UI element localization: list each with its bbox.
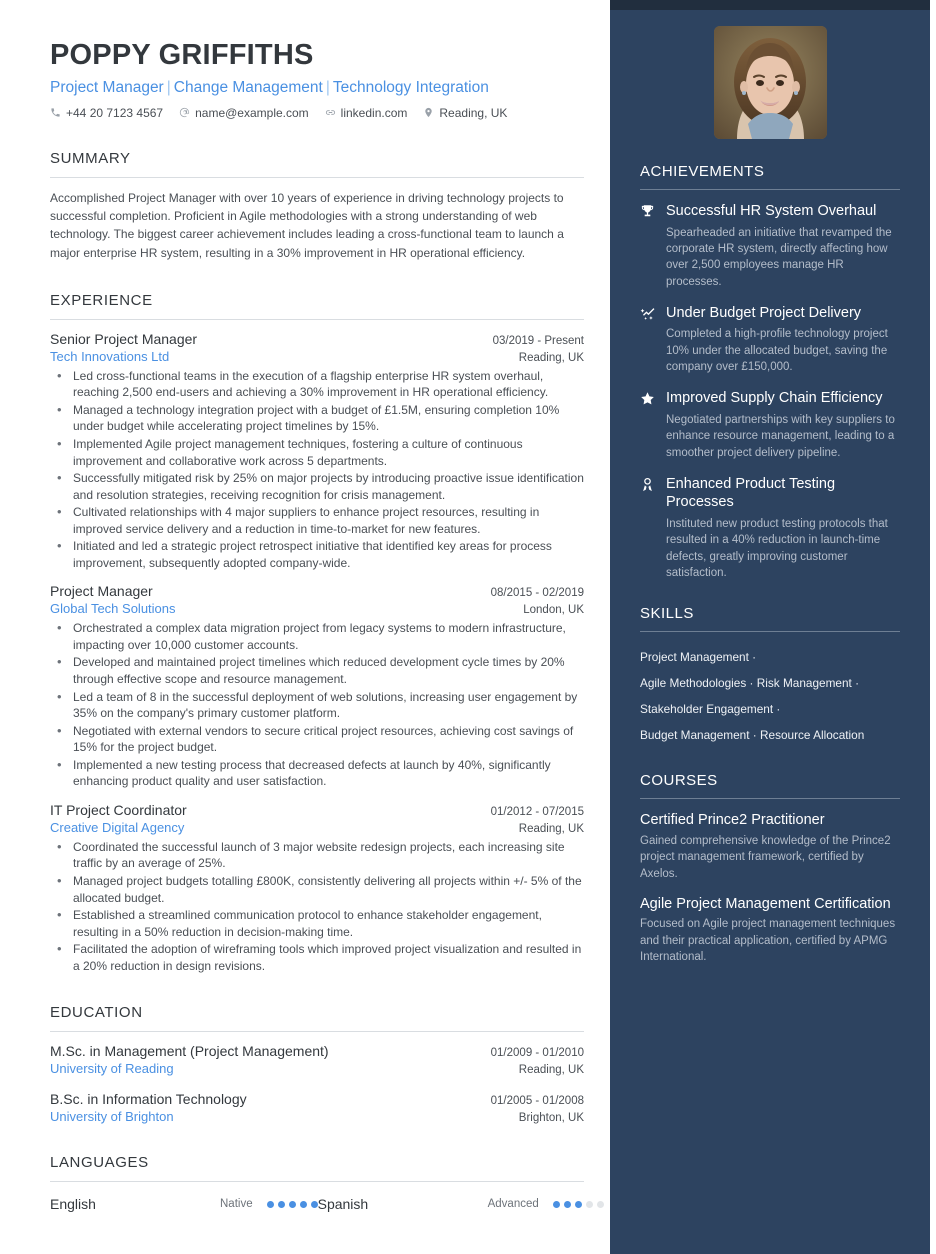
experience-job-date: 01/2012 - 07/2015 xyxy=(490,805,584,818)
divider xyxy=(640,631,900,632)
trophy-icon xyxy=(640,202,666,290)
experience-bullet: • Implemented Agile project management techniques, fostering a culture of continuous improvement and collaborative work across 5 departments. xyxy=(50,436,584,469)
section-courses xyxy=(640,772,900,965)
language-item xyxy=(50,1196,318,1212)
achievement-description: Negotiated partnerships with key suppliers to enhance resource management, leading to a smoother project delivery pipeline. xyxy=(666,413,895,459)
experience-job-location: London, UK xyxy=(523,604,584,617)
experience-bullet: • Developed and maintained project timelines which reduced development cycle times by 20% through effective scope and resource management. xyxy=(50,654,584,687)
contact-phone-value: +44 20 7123 4567 xyxy=(66,105,164,120)
education-entry-header xyxy=(50,1043,584,1059)
course-item xyxy=(640,895,900,966)
education-entry xyxy=(50,1080,584,1124)
education-degree: B.Sc. in Information Technology xyxy=(50,1091,247,1108)
location-pin-icon xyxy=(423,107,434,118)
course-title: Agile Project Management Certification xyxy=(640,895,891,912)
contact-list xyxy=(50,106,584,120)
rating-dot xyxy=(289,1201,296,1208)
star-icon xyxy=(640,389,666,461)
achievement-body xyxy=(666,389,900,461)
experience-bullet: • Led a team of 8 in the successful deployment of web solutions, increasing user engagement by 35% on the company's primary customer platform. xyxy=(50,689,584,722)
experience-entry xyxy=(50,791,584,974)
course-description: Focused on Agile project management techniques and their practical application, certified by APMG International. xyxy=(640,918,896,964)
link-icon xyxy=(325,107,336,118)
profile-photo xyxy=(714,26,827,139)
experience-bullet: • Implemented a new testing process that decreased defects at launch by 40%, significantly enhancing product quality and user satisfaction. xyxy=(50,757,584,790)
achievements-list xyxy=(640,202,900,581)
education-list xyxy=(50,1032,584,1124)
skills-list xyxy=(640,644,900,748)
headline-part-2: Change Management xyxy=(173,78,323,96)
achievement-title: Enhanced Product Testing Processes xyxy=(666,475,836,511)
experience-job-organization[interactable]: Global Tech Solutions xyxy=(50,601,176,617)
rating-dot xyxy=(564,1201,571,1208)
education-date: 01/2009 - 01/2010 xyxy=(490,1047,584,1060)
email-icon xyxy=(179,107,190,118)
experience-job-date: 03/2019 - Present xyxy=(492,334,584,347)
section-title-achievements: ACHIEVEMENTS xyxy=(640,163,765,180)
phone-icon xyxy=(50,107,61,118)
experience-bullet: • Led cross-functional teams in the execution of a flagship enterprise HR system overhaul, reaching 2,500 end-users and achieving a 30% improvement in HR operational efficiency. xyxy=(50,368,584,401)
achievement-body xyxy=(666,304,900,376)
education-entry-subheader xyxy=(50,1109,584,1124)
sidebar xyxy=(610,0,930,1254)
experience-bullet-list xyxy=(50,620,584,789)
section-languages xyxy=(50,1154,584,1212)
achievement-item xyxy=(640,475,900,581)
experience-entry xyxy=(50,320,584,572)
profile-photo-image xyxy=(714,26,827,139)
rating-dot xyxy=(267,1201,274,1208)
contact-link[interactable] xyxy=(325,106,408,120)
education-entry-subheader xyxy=(50,1061,584,1076)
course-description: Gained comprehensive knowledge of the Prince2 project management framework, certified by Axelos. xyxy=(640,834,891,880)
experience-bullet: • Coordinated the successful launch of 3 major website redesign projects, each increasing site traffic by an average of 25%. xyxy=(50,839,584,872)
section-title-experience: EXPERIENCE xyxy=(50,291,153,309)
contact-email-value: name@example.com xyxy=(195,105,309,120)
trend-sparkle-icon xyxy=(640,304,666,376)
experience-job-title: Senior Project Manager xyxy=(50,330,198,347)
achievement-title: Improved Supply Chain Efficiency xyxy=(666,390,883,407)
achievement-description: Completed a high-profile technology project 10% under the allocated budget, saving the company over £150,000. xyxy=(666,328,888,374)
experience-bullet-list xyxy=(50,368,584,572)
education-location: Brighton, UK xyxy=(518,1112,584,1125)
section-title-education: EDUCATION xyxy=(50,1004,143,1022)
section-experience xyxy=(50,292,584,974)
section-skills xyxy=(640,605,900,748)
experience-bullet: • Successfully mitigated risk by 25% on major projects by introducing proactive issue identification and resolution strategies, receiving recognition for crisis management. xyxy=(50,470,584,503)
experience-bullet: • Orchestrated a complex data migration project from legacy systems to modern infrastructure, impacting over 10,000 customer accounts. xyxy=(50,620,584,653)
section-title-languages: LANGUAGES xyxy=(50,1154,149,1172)
avatar xyxy=(714,0,827,139)
section-education xyxy=(50,1004,584,1124)
experience-bullet: • Managed project budgets totalling £800K, consistently delivering all projects within +/- 5% of the allocated budget. xyxy=(50,873,584,906)
achievement-item xyxy=(640,304,900,376)
experience-bullet: • Facilitated the adoption of wireframing tools which improved project visualization and resulted in a 20% reduction in design revisions. xyxy=(50,941,584,974)
education-entry-header xyxy=(50,1091,584,1107)
education-institution[interactable]: University of Reading xyxy=(50,1061,174,1077)
experience-job-title: Project Manager xyxy=(50,583,153,600)
achievement-body xyxy=(666,202,900,290)
language-item xyxy=(318,1196,604,1212)
experience-entry-header xyxy=(50,583,584,599)
language-name: English xyxy=(50,1196,96,1213)
experience-entry-subheader xyxy=(50,349,584,364)
experience-bullet: • Negotiated with external vendors to secure critical project resources, achieving cost savings of 15% for the project budget. xyxy=(50,723,584,756)
contact-email[interactable] xyxy=(179,106,309,120)
headline-part-1: Project Manager xyxy=(50,78,164,96)
experience-bullet: • Established a streamlined communication protocol to enhance stakeholder engagement, resulting in a 50% reduction in decision-making time. xyxy=(50,907,584,940)
language-rating-dots xyxy=(553,1201,604,1208)
language-name: Spanish xyxy=(317,1196,369,1213)
achievement-description: Instituted new product testing protocols that resulted in a 40% reduction in launch-time defects, greatly improving customer satisfaction. xyxy=(666,518,888,579)
experience-job-title: IT Project Coordinator xyxy=(50,801,187,818)
skill-line: Stakeholder Engagement · xyxy=(640,702,781,717)
contact-phone[interactable] xyxy=(50,106,163,120)
contact-location-value: Reading, UK xyxy=(439,105,508,120)
section-summary xyxy=(50,150,584,262)
achievement-item xyxy=(640,389,900,461)
language-level: Native xyxy=(220,1198,253,1211)
education-degree: M.Sc. in Management (Project Management) xyxy=(50,1043,329,1060)
skill-line: Project Management · xyxy=(640,650,757,665)
experience-entry-subheader xyxy=(50,601,584,616)
sidebar-top-strip xyxy=(610,0,930,10)
skill-line: Budget Management · Resource Allocation xyxy=(640,728,865,743)
language-level: Advanced xyxy=(487,1198,539,1211)
experience-job-organization[interactable]: Tech Innovations Ltd xyxy=(50,348,170,364)
headline-separator: | xyxy=(325,78,330,96)
experience-bullet: • Initiated and led a strategic project retrospect initiative that identified key areas for process improvement, subsequently adopted company-wide. xyxy=(50,538,584,571)
rating-dot xyxy=(278,1201,285,1208)
education-institution[interactable]: University of Brighton xyxy=(50,1109,174,1125)
course-item xyxy=(640,811,900,882)
rating-dot xyxy=(586,1201,593,1208)
education-date: 01/2005 - 01/2008 xyxy=(490,1095,584,1108)
award-medal-icon xyxy=(640,475,666,581)
experience-entry-subheader xyxy=(50,820,584,835)
section-title-summary: SUMMARY xyxy=(50,149,131,167)
experience-entry-header xyxy=(50,331,584,347)
skill-line: Agile Methodologies · Risk Management · xyxy=(640,676,860,691)
achievement-title: Under Budget Project Delivery xyxy=(666,304,862,321)
experience-entry xyxy=(50,572,584,789)
experience-bullet: • Cultivated relationships with 4 major suppliers to enhance project resources, resulting in improved service delivery and a reduction in time-to-market for new features. xyxy=(50,504,584,537)
rating-dot xyxy=(311,1201,318,1208)
experience-entry-header xyxy=(50,802,584,818)
courses-list xyxy=(640,811,900,965)
education-location: Reading, UK xyxy=(518,1064,584,1077)
contact-location xyxy=(423,106,507,120)
rating-dot xyxy=(553,1201,560,1208)
achievement-body xyxy=(666,475,900,581)
contact-link-value: linkedin.com xyxy=(340,105,408,120)
section-title-skills: SKILLS xyxy=(640,605,694,623)
rating-dot xyxy=(575,1201,582,1208)
headline-part-3: Technology Integration xyxy=(332,78,489,96)
rating-dot xyxy=(300,1201,307,1208)
experience-bullet: • Managed a technology integration project with a budget of £1.5M, ensuring completion 10% under budget while accelerating project timelines by 15%. xyxy=(50,402,584,435)
divider xyxy=(640,798,900,799)
education-entry xyxy=(50,1032,584,1076)
experience-bullet-list xyxy=(50,839,584,974)
experience-list xyxy=(50,320,584,974)
languages-list xyxy=(50,1182,584,1212)
summary-text: Accomplished Project Manager with over 10 years of experience in driving technology projects to successful completion. Proficient in Agile methodologies with a strong understanding of web technology. The biggest career achievement includes leading a cross-functional team to launch a major enterprise HR system, resulting in a 30% improvement in HR operational efficiency. xyxy=(50,190,564,260)
section-title-courses: COURSES xyxy=(640,772,718,790)
experience-job-date: 08/2015 - 02/2019 xyxy=(490,587,584,600)
section-achievements xyxy=(640,163,900,581)
professional-headline xyxy=(50,79,584,97)
page-title: POPPY GRIFFITHS xyxy=(50,39,314,71)
rating-dot xyxy=(597,1201,604,1208)
achievement-item xyxy=(640,202,900,290)
achievement-title: Successful HR System Overhaul xyxy=(666,203,877,219)
headline-separator: | xyxy=(166,78,171,96)
divider xyxy=(640,189,900,190)
experience-job-location: Reading, UK xyxy=(518,351,584,364)
achievement-description: Spearheaded an initiative that revamped the corporate HR system, directly affecting how over 2,500 employees manage HR processes. xyxy=(666,226,892,288)
experience-job-location: Reading, UK xyxy=(518,822,584,835)
course-title: Certified Prince2 Practitioner xyxy=(640,812,825,829)
experience-job-organization[interactable]: Creative Digital Agency xyxy=(50,819,185,835)
language-rating-dots xyxy=(267,1201,318,1208)
